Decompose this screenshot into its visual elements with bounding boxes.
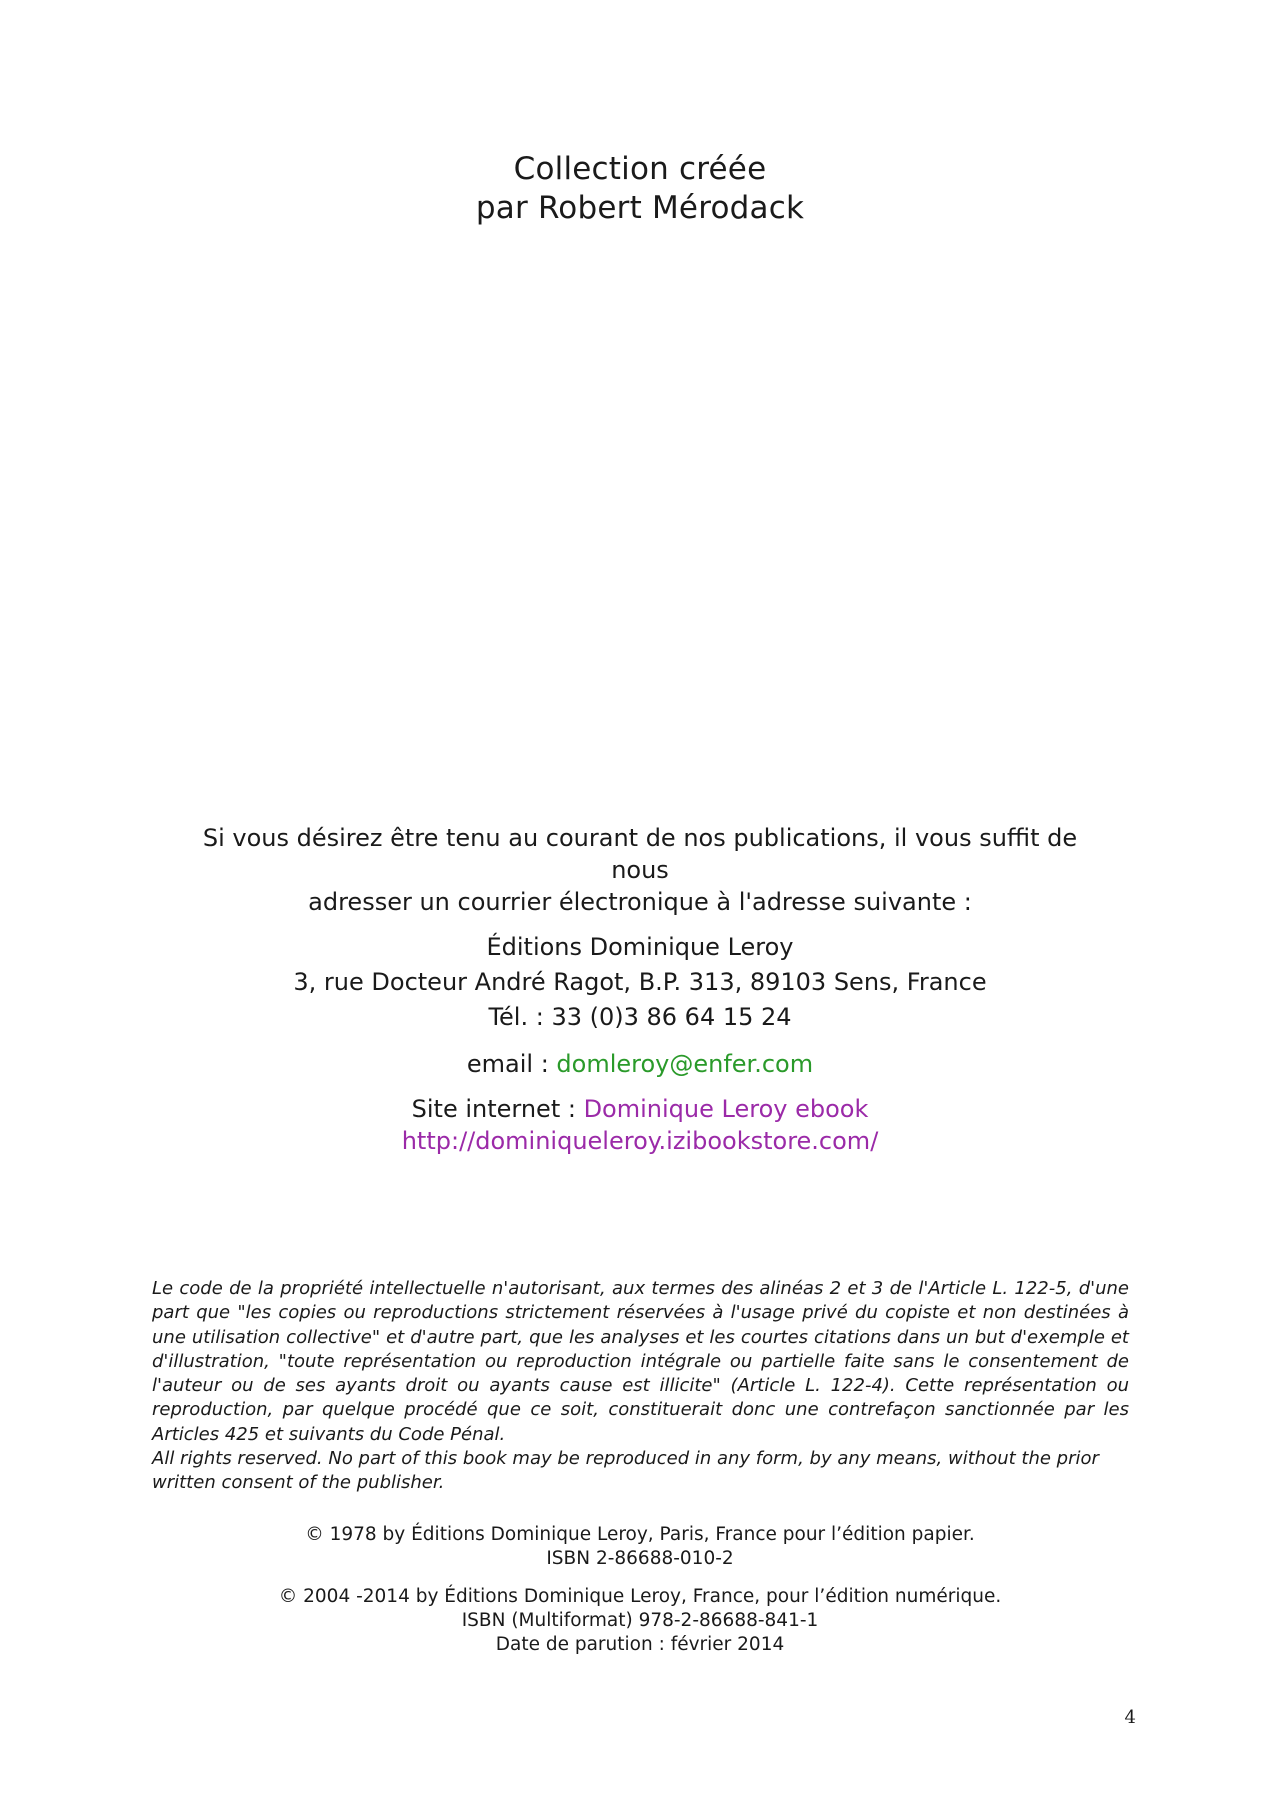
email-label: email :: [466, 1050, 557, 1078]
legal-paragraph: Le code de la propriété intellectuelle n'autorisant, aux termes des alinéas 2 et 3 de l'Article L. 122-5, d'une part que "les copies ou reproductions strictement réservées à l'usage privé du copiste et non destinées à une utilisation collective" et d'autre part, que les analyses et les courtes citations dans un but d'exemple et d'illustration, "toute représentation ou reproduction intégrale ou partielle faite sans le consentement de l'auteur ou de ses ayants droit ou ayants cause est illicite" (Article L. 122-4). Cette représentation ou reproduction, par quelque procédé que ce soit, constituerait donc une contrefaçon sanctionnée par les Articles 425 et suivants du Code Pénal.: [152, 1278, 1129, 1445]
page-number: 4: [1124, 1707, 1136, 1728]
copyright-block: [0, 1523, 1280, 1657]
collection-credit: [0, 150, 1280, 228]
publisher-address: 3, rue Docteur André Ragot, B.P. 313, 89103 Sens, France: [293, 968, 987, 996]
digital-edition: [0, 1585, 1280, 1657]
paper-isbn: ISBN 2-86688-010-2: [546, 1548, 734, 1569]
collection-line-1: Collection créée: [513, 151, 767, 187]
release-date: Date de parution : février 2014: [495, 1634, 785, 1655]
website-block: [190, 1093, 1090, 1157]
website-line: [190, 1093, 1090, 1125]
publisher-name: Éditions Dominique Leroy: [486, 933, 794, 961]
digital-isbn: ISBN (Multiformat) 978-2-86688-841-1: [461, 1610, 819, 1631]
paper-copyright-line: © 1978 by Éditions Dominique Leroy, Paris, France pour l’édition papier.: [305, 1524, 975, 1545]
contact-intro-line-1: Si vous désirez être tenu au courant de nos publications, il vous suffit de nous: [202, 824, 1078, 884]
website-url-link[interactable]: http://dominiqueleroy.izibookstore.com/: [401, 1127, 879, 1155]
email-line: [190, 1048, 1090, 1080]
publisher-phone: Tél. : 33 (0)3 86 64 15 24: [488, 1003, 792, 1031]
email-link[interactable]: domleroy@enfer.com: [556, 1050, 814, 1078]
collection-line-2: par Robert Mérodack: [475, 190, 805, 226]
website-name-link[interactable]: Dominique Leroy ebook: [583, 1095, 869, 1123]
rights-reserved: All rights reserved. No part of this book may be reproduced in any form, by any means, without the prior written consent of the publisher.: [152, 1448, 1099, 1494]
publisher-contact: [190, 822, 1090, 1157]
contact-intro-line-2: adresser un courrier électronique à l'adresse suivante :: [308, 888, 972, 916]
digital-copyright-line: © 2004 -2014 by Éditions Dominique Leroy, France, pour l’édition numérique.: [278, 1586, 1002, 1607]
paper-edition: [0, 1523, 1280, 1571]
contact-intro: [190, 822, 1090, 918]
legal-notice: [152, 1277, 1129, 1496]
website-label: Site internet :: [411, 1095, 584, 1123]
